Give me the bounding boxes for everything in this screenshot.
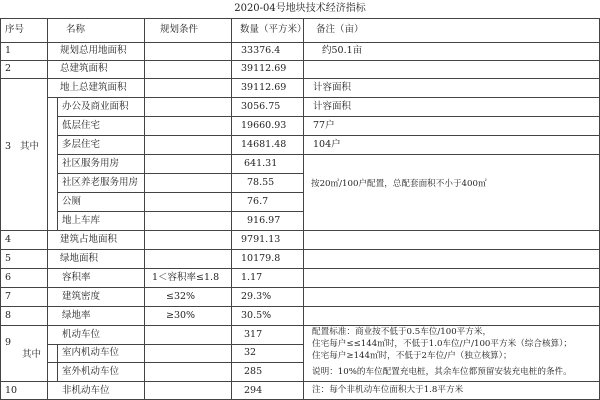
rule-r3f [57,211,303,212]
row5-seq: 5 [5,253,12,264]
row6-seq: 6 [5,272,12,283]
row1-note: 约50.1亩 [322,45,363,56]
row3f-quantity: 76.7 [247,196,269,207]
row1-seq: 1 [5,45,12,56]
parking-note-line3: 住宅每户≥144㎡时，不低于2车位/户（独立核算）； [312,351,512,361]
row9b-quantity: 285 [244,366,263,377]
row3-group-label: 其中 [20,141,40,152]
row3a-note: 计容面积 [313,101,352,112]
rule-r3c [57,154,600,155]
parking-note-line1: 配置标准：商业按不低于0.5车位/100平方米， [312,327,492,337]
rule-r9 [47,344,303,345]
row2-seq: 2 [5,63,12,74]
rule-r7 [0,306,600,307]
rule-r4 [0,249,600,250]
row3c-quantity: 14681.48 [241,139,287,150]
row3a-quantity: 3056.75 [241,101,281,112]
rule-r1 [0,60,600,61]
rule-r2 [0,78,600,79]
row6-quantity: 1.17 [241,272,263,283]
header-quantity: 数量（平方米） [240,24,307,35]
row3-seq: 3 [5,141,12,152]
rule-left [0,18,1,400]
row6-name: 容积率 [62,272,91,283]
header-note: 备注（亩） [316,24,364,35]
rule-name [144,18,145,400]
row3b-note: 77户 [313,120,335,131]
rule-cond [231,18,232,400]
rule-group-b [57,344,58,381]
header-name: 名称 [66,24,86,35]
rule-r5 [0,268,600,269]
row3-note: 计容面积 [313,82,352,93]
row8-seq: 8 [5,310,12,321]
rule-seq [47,18,48,400]
row9-name: 机动车位 [62,329,101,340]
row3b-name: 低层住宅 [62,120,101,131]
row10-name: 非机动车位 [62,385,110,396]
rule-r3b [57,135,600,136]
rule-r3 [47,97,600,98]
parking-note-line4: 说明：10%的车位配置充电桩，其余车位都预留安装充电桩的条件。 [312,367,572,377]
row3e-name: 社区养老服务用房 [62,177,139,188]
row9-quantity: 317 [244,329,263,340]
row4-name: 建筑占地面积 [60,234,118,245]
row1-name: 规划总用地面积 [60,45,127,56]
row7-name: 建筑密度 [62,291,101,302]
row8-quantity: 30.5% [241,310,272,321]
row8-name: 绿地率 [62,310,91,321]
rule-r6 [0,287,600,288]
header-seq: 序号 [5,24,25,35]
rule-r9b [0,381,600,382]
row3-name: 地上总建筑面积 [60,82,127,93]
row3f-name: 公厕 [62,196,82,207]
row3e-note: 按20㎡/100户配置，总配套面积不小于400㎡ [311,179,487,189]
row3g-name: 地上车库 [62,215,101,226]
row9-group-label: 其中 [22,349,42,360]
row3d-name: 社区服务用房 [62,158,120,169]
table-title: 2020-04号地块技术经济指标 [234,3,366,14]
rule-r3a [57,116,600,117]
row7-seq: 7 [5,291,12,302]
row5-quantity: 10179.8 [241,253,281,264]
row3e-quantity: 78.55 [247,177,275,188]
row3b-quantity: 19660.93 [241,120,287,131]
row3-quantity: 39112.69 [241,82,287,93]
row5-name: 绿地面积 [60,253,99,264]
rule-r8 [0,325,600,326]
rule-top [0,18,600,19]
row3d-quantity: 641.31 [244,158,278,169]
row10-seq: 10 [5,385,18,396]
row9a-name: 室内机动车位 [62,347,120,358]
row1-quantity: 33376.4 [241,45,281,56]
row9a-quantity: 32 [244,347,257,358]
row9-seq: 9 [5,337,12,348]
rule-qty [303,18,304,400]
rule-r3e [57,192,303,193]
rule-r3g [0,230,600,231]
parking-note-line5: 注：每个非机动车位面积大于1.8平方米 [312,385,464,395]
rule-r3d [57,173,303,174]
row3g-quantity: 916.97 [247,215,281,226]
row7-quantity: 29.3% [241,291,272,302]
row6-condition: 1＜容积率≤1.8 [152,272,220,283]
parking-note-line2: 住宅每户≤≤144㎡时，不低于1.0车位/户/100平方米（综合核算）； [312,339,573,349]
rule-group-a [57,97,58,230]
row3c-note: 104户 [313,139,341,150]
row4-seq: 4 [5,234,12,245]
rule-header [0,42,600,43]
row3c-name: 多层住宅 [62,139,101,150]
row2-quantity: 39112.69 [241,63,287,74]
row7-condition: ≤32% [166,291,196,302]
header-condition: 规划条件 [160,24,199,35]
row10-quantity: 294 [244,385,263,396]
row8-condition: ≥30% [166,310,196,321]
row3a-name: 办公及商业面积 [62,101,129,112]
row9b-name: 室外机动车位 [62,366,120,377]
row4-quantity: 9791.13 [241,234,281,245]
rule-r9a [47,362,303,363]
row2-name: 总建筑面积 [60,63,108,74]
